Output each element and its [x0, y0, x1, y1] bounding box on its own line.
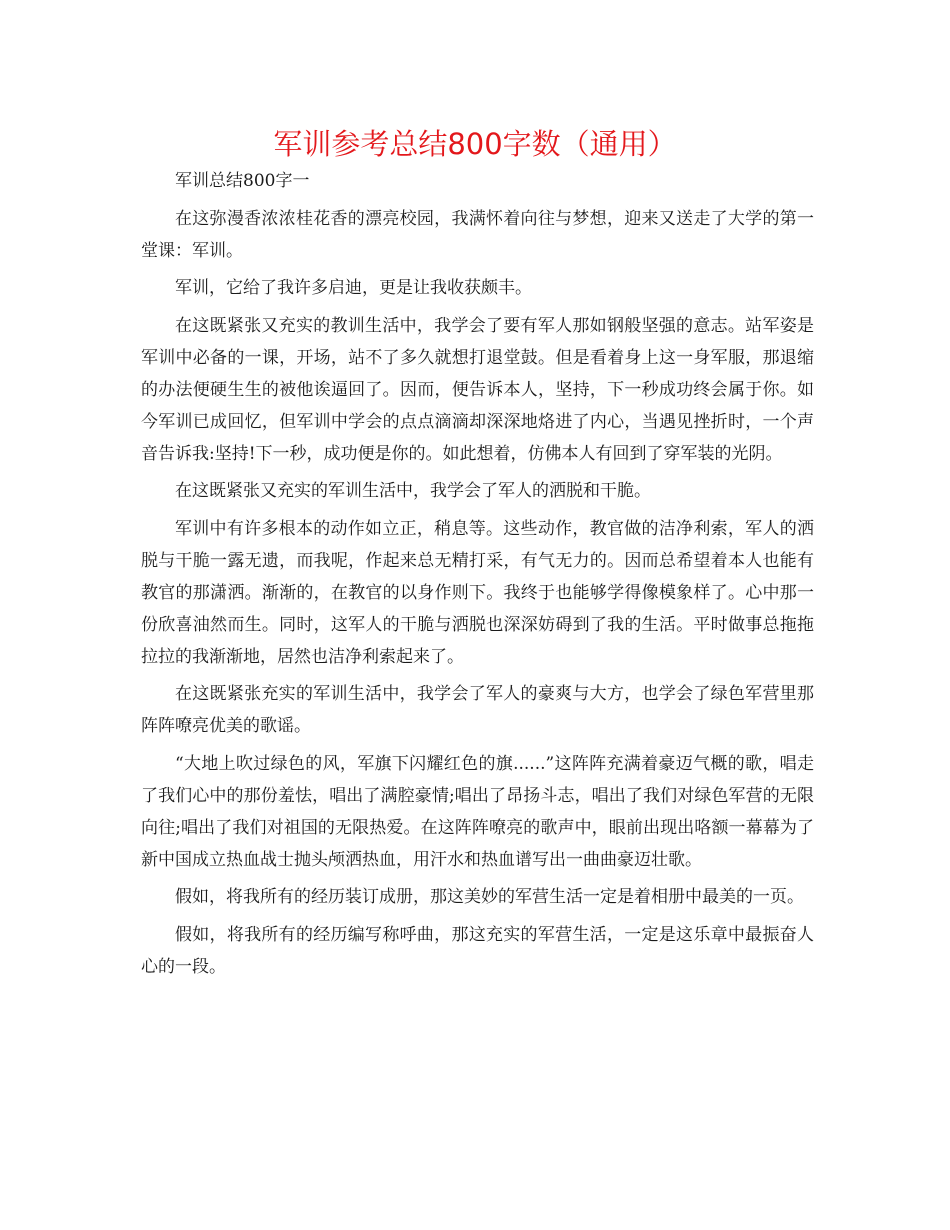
- paragraph: 在这既紧张又充实的教训生活中，我学会了要有军人那如钢般坚强的意志。站军姿是军训中必备的一课，开场，站不了多久就想打退堂鼓。但是看着身上这一身军服，那退缩的办法便硬生生的被他诶逼回了。因而，便告诉本人，坚持，下一秒成功终会属于你。如今军训已成回忆，但军训中学会的点点滴滴却深深地烙进了内心，当遇见挫折时，一个声音告诉我:坚持!下一秒，成功便是你的。如此想着，仿佛本人有回到了穿军装的光阴。: [141, 315, 814, 464]
- paragraph: 假如，将我所有的经历编写称呼曲，那这充实的军营生活，一定是这乐章中最振奋人心的一段。: [141, 924, 814, 977]
- document-title: 军训参考总结800字数（通用）: [273, 127, 677, 161]
- paragraph: 军训总结800字一: [175, 171, 310, 191]
- paragraph: “大地上吹过绿色的风，军旗下闪耀红色的旗......”这阵阵充满着豪迈气概的歌，唱走了我们心中的那份羞怯，唱出了满腔豪情;唱出了昂扬斗志，唱出了我们对绿色军营的无限向往;唱出了我们对祖国的无限热爱。在这阵阵嘹亮的歌声中，眼前出现出咯额一幕幕为了新中国成立热血战士抛头颅洒热血，用汗水和热血谱写出一曲曲豪迈壮歌。: [141, 753, 814, 870]
- paragraph: 在这既紧张充实的军训生活中，我学会了军人的豪爽与大方，也学会了绿色军营里那阵阵嘹亮优美的歌谣。: [141, 684, 814, 736]
- paragraph: 在这既紧张又充实的军训生活中，我学会了军人的洒脱和干脆。: [175, 481, 651, 501]
- paragraph: 军训，它给了我许多启迪，更是让我收获颇丰。: [175, 278, 532, 298]
- paragraph: 军训中有许多根本的动作如立正，稍息等。这些动作，教官做的洁净利索，军人的洒脱与干脆一露无遗，而我呢，作起来总无精打采，有气无力的。因而总希望着本人也能有教官的那潇洒。渐渐的，在教官的以身作则下。我终于也能够学得像模象样了。心中那一份欣喜油然而生。同时，这军人的干脆与洒脱也深深妨碍到了我的生活。平时做事总拖拖拉拉的我渐渐地，居然也洁净利索起来了。: [141, 518, 814, 667]
- paragraph: 在这弥漫香浓浓桂花香的漂亮校园，我满怀着向往与梦想，迎来又送走了大学的第一堂课：军训。: [141, 208, 814, 261]
- paragraph: 假如，将我所有的经历装订成册，那这美妙的军营生活一定是着相册中最美的一页。: [175, 887, 804, 907]
- document-body: [141, 165, 814, 988]
